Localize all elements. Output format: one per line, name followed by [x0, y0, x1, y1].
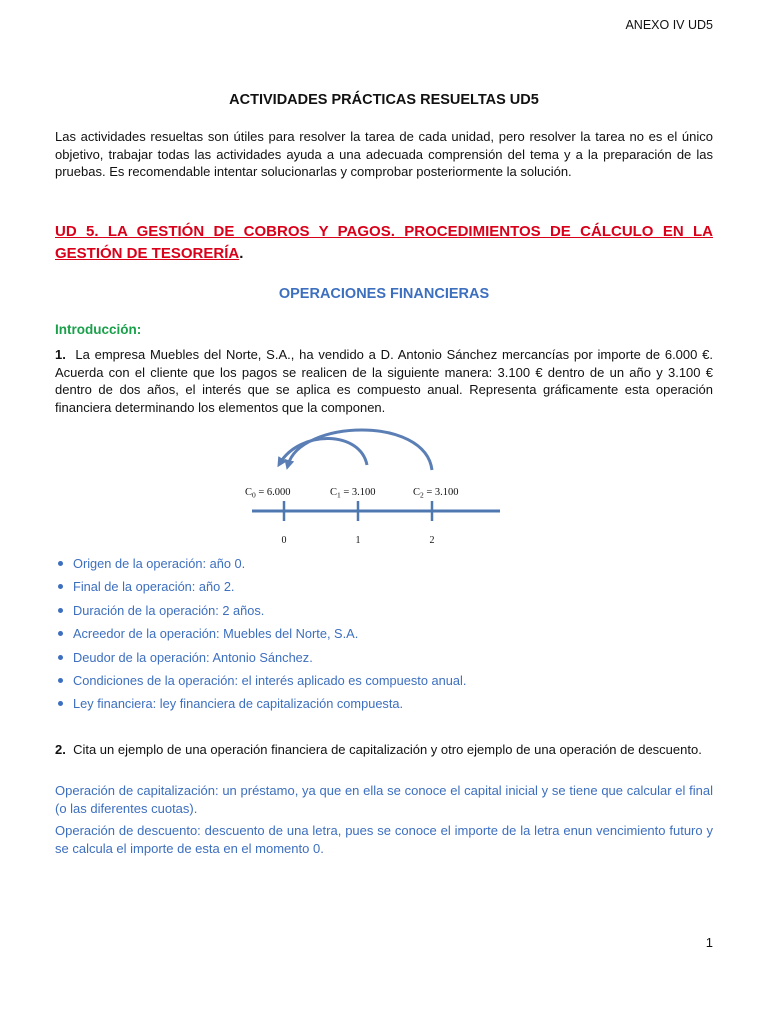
question-1 [55, 346, 713, 416]
section-title: OPERACIONES FINANCIERAS [278, 286, 490, 302]
question-1-text: La empresa Muebles del Norte, S.A., ha vendido a D. Antonio Sánchez mercancías por importe de 6.000 €. Acuerda con el cliente que los pagos se realicen de la siguiente manera: 3.100 € dentro de un año y 3.100 € dentro de dos años, el interés que se aplica es compuesto anual. Representa gráficamente esta operación financiera determinando los elementos que la componen. [55, 347, 713, 415]
bullet-icon [58, 655, 63, 660]
introduction-subheading: Introducción: [55, 322, 142, 337]
answer-2-capitalization: Operación de capitalización: un préstamo, ya que en ella se conoce el capital inicial y se tiene que calcular el final (o las diferentes cuotas). [55, 783, 713, 816]
list-item: Condiciones de la operación: el interés aplicado es compuesto anual. [55, 672, 715, 695]
capital-label-1: $C_1 = 3.100$ [330, 487, 376, 500]
bullet-icon [58, 701, 63, 706]
list-item: Ley financiera: ley financiera de capitalización compuesta. [55, 695, 715, 718]
unit-heading-text: UD 5. LA GESTIÓN DE COBROS Y PAGOS. PROCEDIMIENTOS DE CÁLCULO EN LA GESTIÓN DE TESORERÍA [55, 223, 713, 262]
list-item: Acreedor de la operación: Muebles del Norte, S.A. [55, 625, 715, 648]
question-1-number: 1. [55, 347, 66, 362]
page-number: 1 [705, 935, 713, 950]
unit-heading-period: . [239, 245, 244, 262]
answer-2-discount: Operación de descuento: descuento de una letra, pues se conoce el importe de la letra enun vencimiento futuro y se calcula el importe de esta en el momento 0. [55, 823, 713, 856]
timeline-tick-label-2: 2 [429, 535, 435, 546]
answer-bullet-list [55, 555, 715, 719]
capital-label-2: $C_2 = 3.100$ [413, 487, 459, 500]
timeline-diagram [230, 425, 510, 555]
intro-paragraph: Las actividades resueltas son útiles para resolver la tarea de cada unidad, pero resolver la tarea no es el único objetivo, trabajar todas las actividades ayuda a una adecuada comprensión del tema y a la preparación de las pruebas. Es recomendable intentar solucionarlas y comprobar posteriormente la solución. [55, 129, 713, 179]
discount-arrow-year-1 [280, 438, 367, 465]
bullet-icon [58, 561, 63, 566]
bullet-icon [58, 678, 63, 683]
timeline-tick-label-1: 1 [355, 535, 361, 546]
capital-label-0: $C_0 = 6.000$ [245, 487, 291, 500]
list-item: Duración de la operación: 2 años. [55, 602, 715, 625]
list-item: Final de la operación: año 2. [55, 578, 715, 601]
list-item: Origen de la operación: año 0. [55, 555, 715, 578]
question-2-text: Cita un ejemplo de una operación financiera de capitalización y otro ejemplo de una operación de descuento. [73, 742, 702, 757]
page-title: ACTIVIDADES PRÁCTICAS RESUELTAS UD5 [229, 92, 539, 108]
bullet-icon [58, 608, 63, 613]
unit-heading [55, 221, 713, 265]
timeline-tick-label-0: 0 [281, 535, 287, 546]
list-item: Deudor de la operación: Antonio Sánchez. [55, 649, 715, 672]
bullet-icon [58, 631, 63, 636]
question-2 [55, 741, 713, 759]
bullet-icon [58, 584, 63, 589]
question-2-number: 2. [55, 742, 66, 757]
annex-label: ANEXO IV UD5 [625, 18, 713, 32]
